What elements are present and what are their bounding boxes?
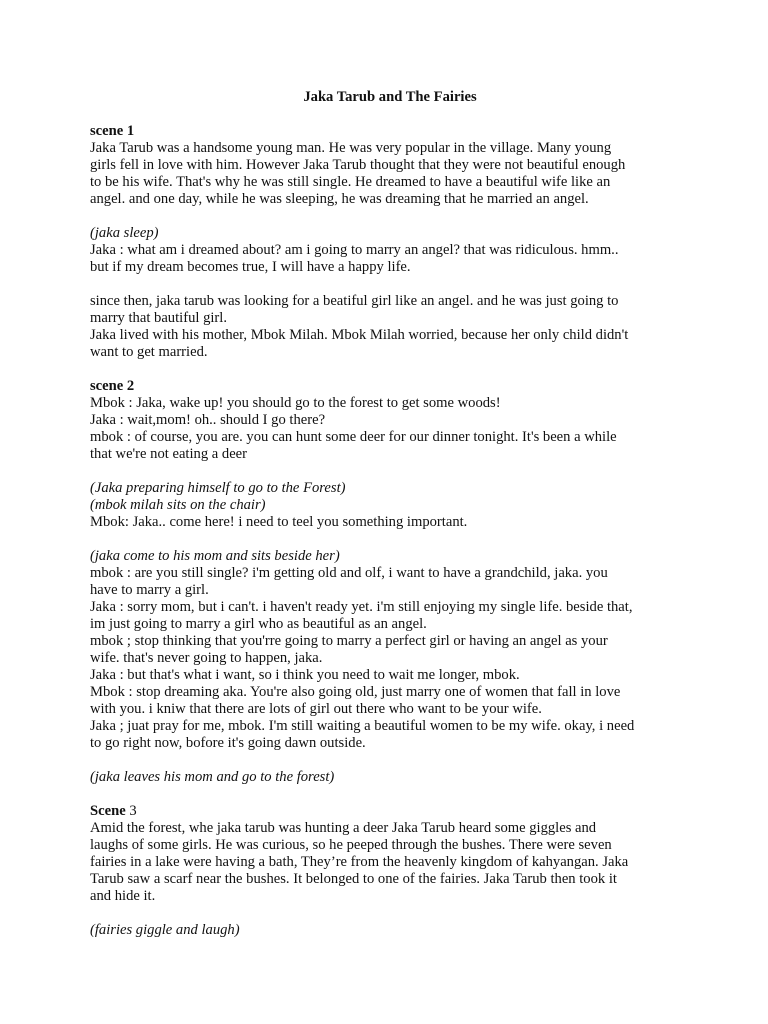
- text-line: mbok ; stop thinking that you'rre going to marry a perfect girl or having an angel as your: [90, 633, 608, 649]
- text-line: fairies in a lake were having a bath, They’re from the heavenly kingdom of kahyangan. Jaka: [90, 854, 629, 870]
- stage-direction: (mbok milah sits on the chair): [90, 497, 266, 513]
- document-page: [90, 89, 680, 956]
- text-line: Jaka : what am i dreamed about? am i going to marry an angel? that was ridiculous. hmm..: [90, 242, 619, 258]
- paragraph: [90, 922, 680, 939]
- paragraph: [90, 548, 680, 752]
- scene-heading: [90, 803, 680, 820]
- text-line: laughs of some girls. He was curious, so he peeped through the bushes. There were seven: [90, 837, 612, 853]
- scene-heading-label: Scene: [90, 803, 126, 819]
- text-line: Mbok : Jaka, wake up! you should go to the forest to get some woods!: [90, 395, 501, 411]
- text-line: that we're not eating a deer: [90, 446, 248, 462]
- text-line: Jaka Tarub was a handsome young man. He was very popular in the village. Many young: [90, 140, 612, 156]
- text-line: wife. that's never going to happen, jaka.: [90, 650, 323, 666]
- paragraph: [90, 480, 680, 531]
- text-line: Jaka lived with his mother, Mbok Milah. Mbok Milah worried, because her only child didn't: [90, 327, 629, 343]
- paragraph: [90, 293, 680, 361]
- text-line: with you. i kniw that there are lots of girl out there who want to be your wife.: [90, 701, 542, 717]
- text-line: want to get married.: [90, 344, 208, 360]
- stage-direction: (fairies giggle and laugh): [90, 922, 240, 938]
- paragraph: [90, 803, 680, 905]
- paragraph: [90, 769, 680, 786]
- text-line: Mbok : stop dreaming aka. You're also going old, just marry one of women that fall in love: [90, 684, 621, 700]
- text-line: have to marry a girl.: [90, 582, 209, 598]
- text-line: im just going to marry a girl who as beautiful as an angel.: [90, 616, 427, 632]
- text-line: to go right now, bofore it's going dawn outside.: [90, 735, 366, 751]
- text-line: mbok : are you still single? i'm getting old and olf, i want to have a grandchild, jaka. you: [90, 565, 608, 581]
- stage-direction: (Jaka preparing himself to go to the Forest): [90, 480, 346, 496]
- text-line: angel. and one day, while he was sleeping, he was dreaming that he married an angel.: [90, 191, 589, 207]
- text-line: mbok : of course, you are. you can hunt some deer for our dinner tonight. It's been a while: [90, 429, 617, 445]
- text-line: Mbok: Jaka.. come here! i need to teel you something important.: [90, 514, 468, 530]
- text-line: to be his wife. That's why he was still single. He dreamed to have a beautiful wife like an: [90, 174, 611, 190]
- paragraph: [90, 225, 680, 276]
- text-line: Amid the forest, whe jaka tarub was hunting a deer Jaka Tarub heard some giggles and: [90, 820, 597, 836]
- text-line: marry that bautiful girl.: [90, 310, 227, 326]
- text-line: Jaka : sorry mom, but i can't. i haven't ready yet. i'm still enjoying my single life. beside that,: [90, 599, 633, 615]
- text-line: Tarub saw a scarf near the bushes. It belonged to one of the fairies. Jaka Tarub then took it: [90, 871, 617, 887]
- text-line: Jaka : wait,mom! oh.. should I go there?: [90, 412, 326, 428]
- scene-heading: [90, 123, 680, 140]
- text-line: Jaka : but that's what i want, so i think you need to wait me longer, mbok.: [90, 667, 520, 683]
- scene-heading-label: scene 1: [90, 123, 135, 139]
- paragraph: [90, 123, 680, 208]
- text-line: and hide it.: [90, 888, 156, 904]
- scene-heading: [90, 378, 680, 395]
- text-line: since then, jaka tarub was looking for a beatiful girl like an angel. and he was just going to: [90, 293, 619, 309]
- paragraph: [90, 378, 680, 463]
- text-line: girls fell in love with him. However Jaka Tarub thought that they were not beautiful enough: [90, 157, 626, 173]
- stage-direction: (jaka come to his mom and sits beside her): [90, 548, 340, 564]
- stage-direction: (jaka leaves his mom and go to the forest): [90, 769, 335, 785]
- stage-direction: (jaka sleep): [90, 225, 159, 241]
- document-body: [90, 123, 680, 939]
- text-line: but if my dream becomes true, I will have a happy life.: [90, 259, 411, 275]
- text-line: Jaka ; juat pray for me, mbok. I'm still waiting a beautiful women to be my wife. okay, i need: [90, 718, 635, 734]
- scene-number: 3: [125, 803, 137, 819]
- document-title: Jaka Tarub and The Fairies: [303, 89, 477, 105]
- scene-heading-label: scene 2: [90, 378, 135, 394]
